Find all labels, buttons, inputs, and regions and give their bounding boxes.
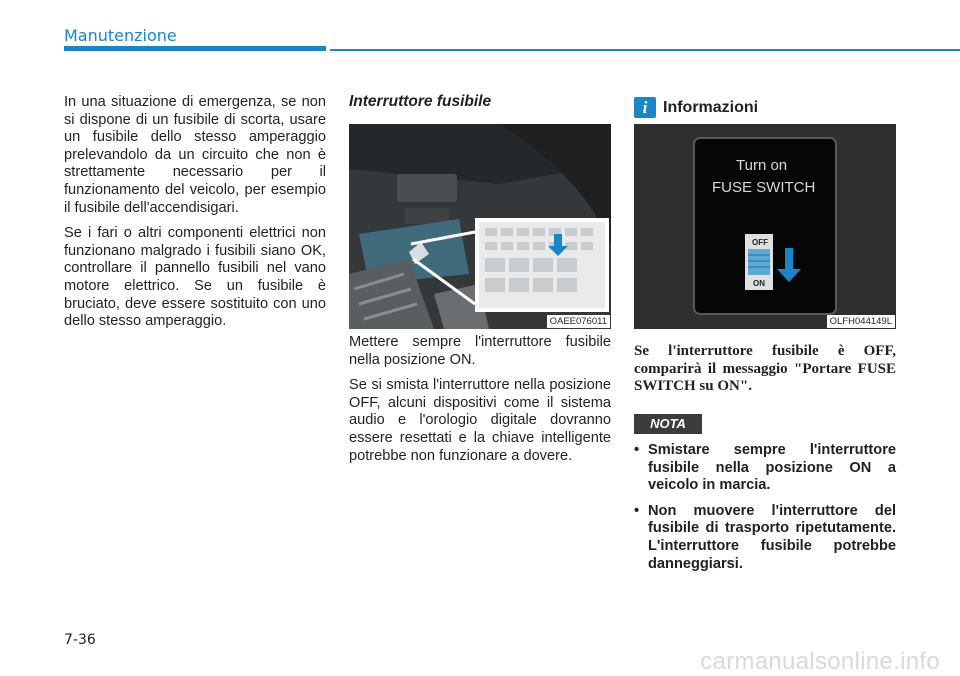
column-1: [64, 94, 326, 339]
photo-caption: OLFH044149L: [827, 315, 895, 328]
display-line-2: FUSE SWITCH: [712, 179, 816, 196]
fuse-switch-title: Interruttore fusibile: [349, 93, 492, 110]
display-line-1: Turn on: [736, 157, 788, 174]
nota-badge: NOTA: [634, 414, 702, 434]
paragraph: Mettere sempre l'interruttore fusibile nella posizione ON.: [349, 334, 611, 368]
fuse-switch-display-photo: [634, 124, 896, 329]
info-text: Se l'interruttore fusibile è OFF, comparirà il messaggio "Portare FUSE SWITCH su ON".: [634, 343, 896, 394]
photo-caption: OAEE076011: [547, 315, 610, 328]
info-title: Informazioni: [663, 99, 759, 116]
switch-on-label: ON: [753, 279, 765, 288]
switch-off-label: OFF: [752, 238, 768, 247]
list-item: • Smistare sempre l'interruttore fusibile nella posizione ON a veicolo in marcia.: [634, 442, 896, 495]
fuse-switch-location-photo: [349, 124, 611, 329]
header-rule-thick: [64, 46, 326, 51]
header-rule-thin: [330, 49, 960, 51]
info-icon: i: [634, 97, 656, 118]
dashboard-illustration: [349, 124, 611, 329]
page-number: 7-36: [64, 632, 96, 648]
column-2: [349, 334, 611, 473]
list-item: • Non muovere l'interruttore del fusibile di trasporto ripetutamente. L'interruttore fusibile potrebbe danneggiarsi.: [634, 503, 896, 573]
cluster-display-illustration: [634, 124, 896, 329]
paragraph: Se i fari o altri componenti elettrici non funzionano malgrado i fusibili siano OK, controllare il pannello fusibili nel vano motore elettrico. Se un fusibile è bruciato, deve essere sostituito con uno dello stesso amperaggio.: [64, 225, 326, 330]
nota-list: [634, 442, 896, 581]
section-header: Manutenzione: [64, 26, 177, 45]
paragraph: In una situazione di emergenza, se non si dispone di un fusibile di scorta, usare un fusibile dello stesso amperaggio prelevandolo da un circuito che non è strettamente necessario per il funzionamento del veicolo, per esempio il fusibile dell'accendisigari.: [64, 94, 326, 216]
watermark: carmanualsonline.info: [700, 648, 940, 675]
paragraph: Se si smista l'interruttore nella posizione OFF, alcuni dispositivi come il sistema audio e l'orologio digitale dovranno essere resettati e la chiave intelligente potrebbe non funzionare a dovere.: [349, 377, 611, 464]
